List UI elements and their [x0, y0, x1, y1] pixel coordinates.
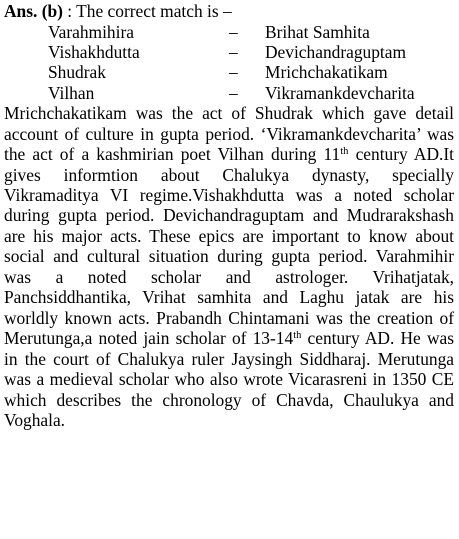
match-dash: –	[229, 42, 238, 62]
match-dash: –	[229, 82, 238, 103]
match-author: Varahmihira	[48, 21, 134, 42]
match-work: Devichandraguptam	[265, 42, 407, 62]
match-dash: –	[229, 62, 238, 83]
answer-intro: : The correct match is –	[62, 1, 232, 21]
ordinal-suffix: th	[340, 146, 349, 158]
match-author: Vishakhdutta	[48, 42, 140, 62]
answer-heading	[4, 2, 454, 22]
ordinal-suffix: th	[293, 330, 302, 342]
explanation-paragraph	[4, 103, 454, 430]
match-row	[4, 62, 415, 82]
explanation-part-2: century AD.It gives informtion about Chalukya dynasty, specially Vikramaditya VI regime.Vishakhdutta was a noted scholar during gupta period. Devichandraguptam and Mudrarakshash are his major acts. These epics are important to know about social and cultural situation during gupta period. Varahmihir was a noted scholar and astrologer. Vrihatjatak, Panchsiddhantika, Vrihat samhita and Laghu jatak are his worldly known acts. Prabandh Chintamani was the creation of Merutunga,a noted jain scholar of 13-14	[4, 144, 454, 349]
match-row	[4, 22, 415, 42]
match-table	[4, 22, 415, 104]
match-dash: –	[229, 21, 238, 42]
match-work: Brihat Samhita	[265, 21, 370, 42]
explanation-part-1: Mrichchakatikam was the act of Shudrak which gave detail account of culture in gupta period. ‘Vikramankdevcharita’ was the act of a kashmirian poet Vilhan during 11	[4, 103, 454, 165]
match-work: Vikramankdevcharita	[265, 82, 415, 103]
answer-label: Ans. (b)	[4, 1, 63, 21]
match-work: Mrichchakatikam	[265, 62, 388, 83]
explanation-part-3: century AD. He was in the court of Chalukya ruler Jaysingh Siddharaj. Merutunga was a medieval scholar who also wrote Vicarasreni in 1350 CE which describes the chronology of Chavda, Chaulukya and Voghala.	[4, 328, 454, 431]
match-row	[4, 42, 415, 62]
match-author: Vilhan	[48, 82, 95, 103]
match-row	[4, 83, 415, 103]
match-author: Shudrak	[48, 62, 106, 83]
